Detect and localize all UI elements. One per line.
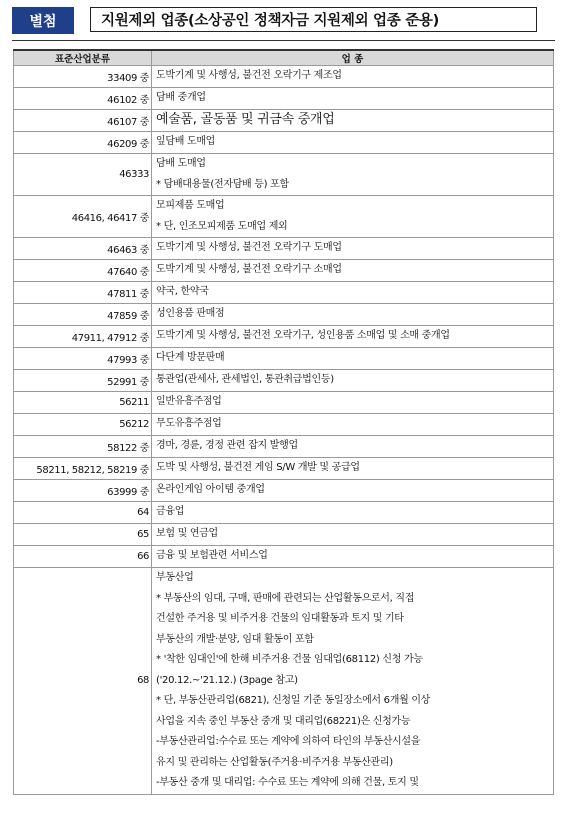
industry-description: [152, 282, 554, 304]
industry-name: 잎담배 도매업: [156, 136, 216, 148]
industry-note: ('20.12.~'21.12.) (3page 참고): [156, 674, 298, 686]
table-row: [14, 154, 554, 196]
industry-name: 도박기계 및 사행성, 불건전 오락기구 소매업: [156, 264, 342, 276]
industry-description: [152, 414, 554, 436]
industry-code: 68: [14, 568, 152, 795]
industry-name: 부동산업: [156, 572, 194, 583]
industry-name: 다단계 방문판매: [156, 352, 225, 364]
industry-code: 66: [14, 546, 152, 568]
industry-name: 보험 및 연금업: [156, 528, 218, 540]
excluded-industries-table: [13, 49, 554, 795]
industry-name: 통관업(관세사, 관세법인, 통관취급법인등): [156, 374, 334, 386]
industry-code: 52991 중: [14, 370, 152, 392]
industry-code: 33409 중: [14, 66, 152, 88]
table-header-row: [14, 50, 554, 66]
industry-code: 47993 중: [14, 348, 152, 370]
industry-note: 유지 및 관리하는 산업활동(주거용·비주거용 부동산관리): [156, 756, 393, 768]
table-body: [14, 66, 554, 795]
table-row: [14, 436, 554, 458]
industry-description: [152, 326, 554, 348]
industry-description: [152, 88, 554, 110]
industry-description: [152, 66, 554, 88]
industry-code: 47911, 47912 중: [14, 326, 152, 348]
industry-code: 47640 중: [14, 260, 152, 282]
industry-description: [152, 260, 554, 282]
industry-name: 무도유흥주점업: [156, 418, 222, 430]
industry-note: 사업을 지속 중인 부동산 중개 및 대리업(68221)은 신청가능: [156, 715, 411, 727]
industry-code: 46102 중: [14, 88, 152, 110]
industry-name: 금융업: [156, 506, 185, 518]
industry-name: 도박기계 및 사행성, 불건전 오락기구, 성인용품 소매업 및 소매 중개업: [156, 330, 450, 342]
industry-note: * '착한 임대인'에 한해 비주거용 건물 임대업(68112) 신청 가능: [156, 654, 423, 665]
industry-note: 부동산의 개발·분양, 임대 활동이 포함: [156, 633, 314, 645]
table-row: [14, 370, 554, 392]
table-row: [14, 132, 554, 154]
industry-code: 58122 중: [14, 436, 152, 458]
industry-description: [152, 392, 554, 414]
table-row: [14, 568, 554, 795]
table-row: [14, 458, 554, 480]
industry-name: 도박 및 사행성, 불건전 게임 S/W 개발 및 공급업: [156, 462, 360, 474]
industry-name: 온라인게임 아이템 중개업: [156, 484, 265, 496]
industry-note: * 단, 부동산관리업(6821), 신청일 기준 동일장소에서 6개월 이상: [156, 695, 431, 706]
industry-note: -부동산관리업:수수료 또는 계약에 의하여 타인의 부동산시설을: [156, 736, 421, 747]
industry-code: 63999 중: [14, 480, 152, 502]
industry-note: 건설한 주거용 및 비주거용 건물의 임대활동과 토지 및 기타: [156, 613, 404, 624]
industry-name: 모피제품 도매업: [156, 200, 225, 211]
industry-description: [152, 238, 554, 260]
industry-note: * 담배대용물(전자담배 등) 포함: [156, 178, 289, 190]
column-header-industry: 업 종: [152, 50, 554, 66]
industry-name: 담배 중개업: [156, 92, 206, 104]
appendix-tag: 별첨: [12, 7, 74, 34]
table-row: [14, 196, 554, 238]
document-header: [10, 7, 563, 34]
table-row: [14, 348, 554, 370]
industry-name: 경마, 경륜, 경정 관련 잡지 발행업: [156, 440, 298, 452]
industry-name: 약국, 한약국: [156, 286, 209, 298]
document-title: 지원제외 업종(소상공인 정책자금 지원제외 업종 준용): [90, 7, 537, 32]
industry-note: -부동산 중개 및 대리업: 수수료 또는 계약에 의해 건물, 토지 및: [156, 777, 419, 788]
table-row: [14, 304, 554, 326]
industry-description: [152, 154, 554, 196]
industry-description: [152, 304, 554, 326]
industry-description: [152, 370, 554, 392]
industry-name: 예술품, 골동품 및 귀금속 중개업: [156, 112, 335, 128]
industry-code: 46333: [14, 154, 152, 196]
table-row: [14, 282, 554, 304]
table-row: [14, 110, 554, 132]
table-row: [14, 546, 554, 568]
industry-name: 일반유흥주점업: [156, 396, 222, 408]
table-row: [14, 88, 554, 110]
table-row: [14, 414, 554, 436]
industry-note: * 단, 인조모피제품 도매업 제외: [156, 220, 288, 232]
industry-code: 64: [14, 502, 152, 524]
industry-name: 도박기계 및 사행성, 불건전 오락기구 제조업: [156, 70, 342, 82]
industry-name: 금융 및 보험관련 서비스업: [156, 550, 268, 562]
industry-code: 46416, 46417 중: [14, 196, 152, 238]
table-row: [14, 480, 554, 502]
industry-description: [152, 110, 554, 132]
industry-description: [152, 458, 554, 480]
table-row: [14, 238, 554, 260]
table-row: [14, 502, 554, 524]
industry-description: [152, 436, 554, 458]
industry-description: [152, 568, 554, 795]
industry-name: 담배 도매업: [156, 158, 206, 169]
industry-code: 58211, 58212, 58219 중: [14, 458, 152, 480]
industry-code: 46209 중: [14, 132, 152, 154]
industry-name: 도박기계 및 사행성, 불건전 오락기구 도매업: [156, 242, 342, 254]
table-row: [14, 524, 554, 546]
industry-code: 56211: [14, 392, 152, 414]
industry-code: 46463 중: [14, 238, 152, 260]
industry-description: [152, 524, 554, 546]
industry-description: [152, 196, 554, 238]
industry-code: 47859 중: [14, 304, 152, 326]
table-row: [14, 66, 554, 88]
industry-description: [152, 132, 554, 154]
industry-code: 46107 중: [14, 110, 152, 132]
table-row: [14, 260, 554, 282]
table-row: [14, 392, 554, 414]
industry-name: 성인용품 판매점: [156, 308, 225, 320]
industry-description: [152, 502, 554, 524]
industry-code: 65: [14, 524, 152, 546]
table-row: [14, 326, 554, 348]
industry-description: [152, 348, 554, 370]
industry-code: 47811 중: [14, 282, 152, 304]
industry-description: [152, 480, 554, 502]
column-header-code: 표준산업분류: [14, 50, 152, 66]
industry-code: 56212: [14, 414, 152, 436]
industry-note: * 부동산의 임대, 구매, 판매에 관련되는 산업활동으로서, 직접: [156, 592, 415, 604]
industry-description: [152, 546, 554, 568]
header-divider: [12, 40, 555, 41]
